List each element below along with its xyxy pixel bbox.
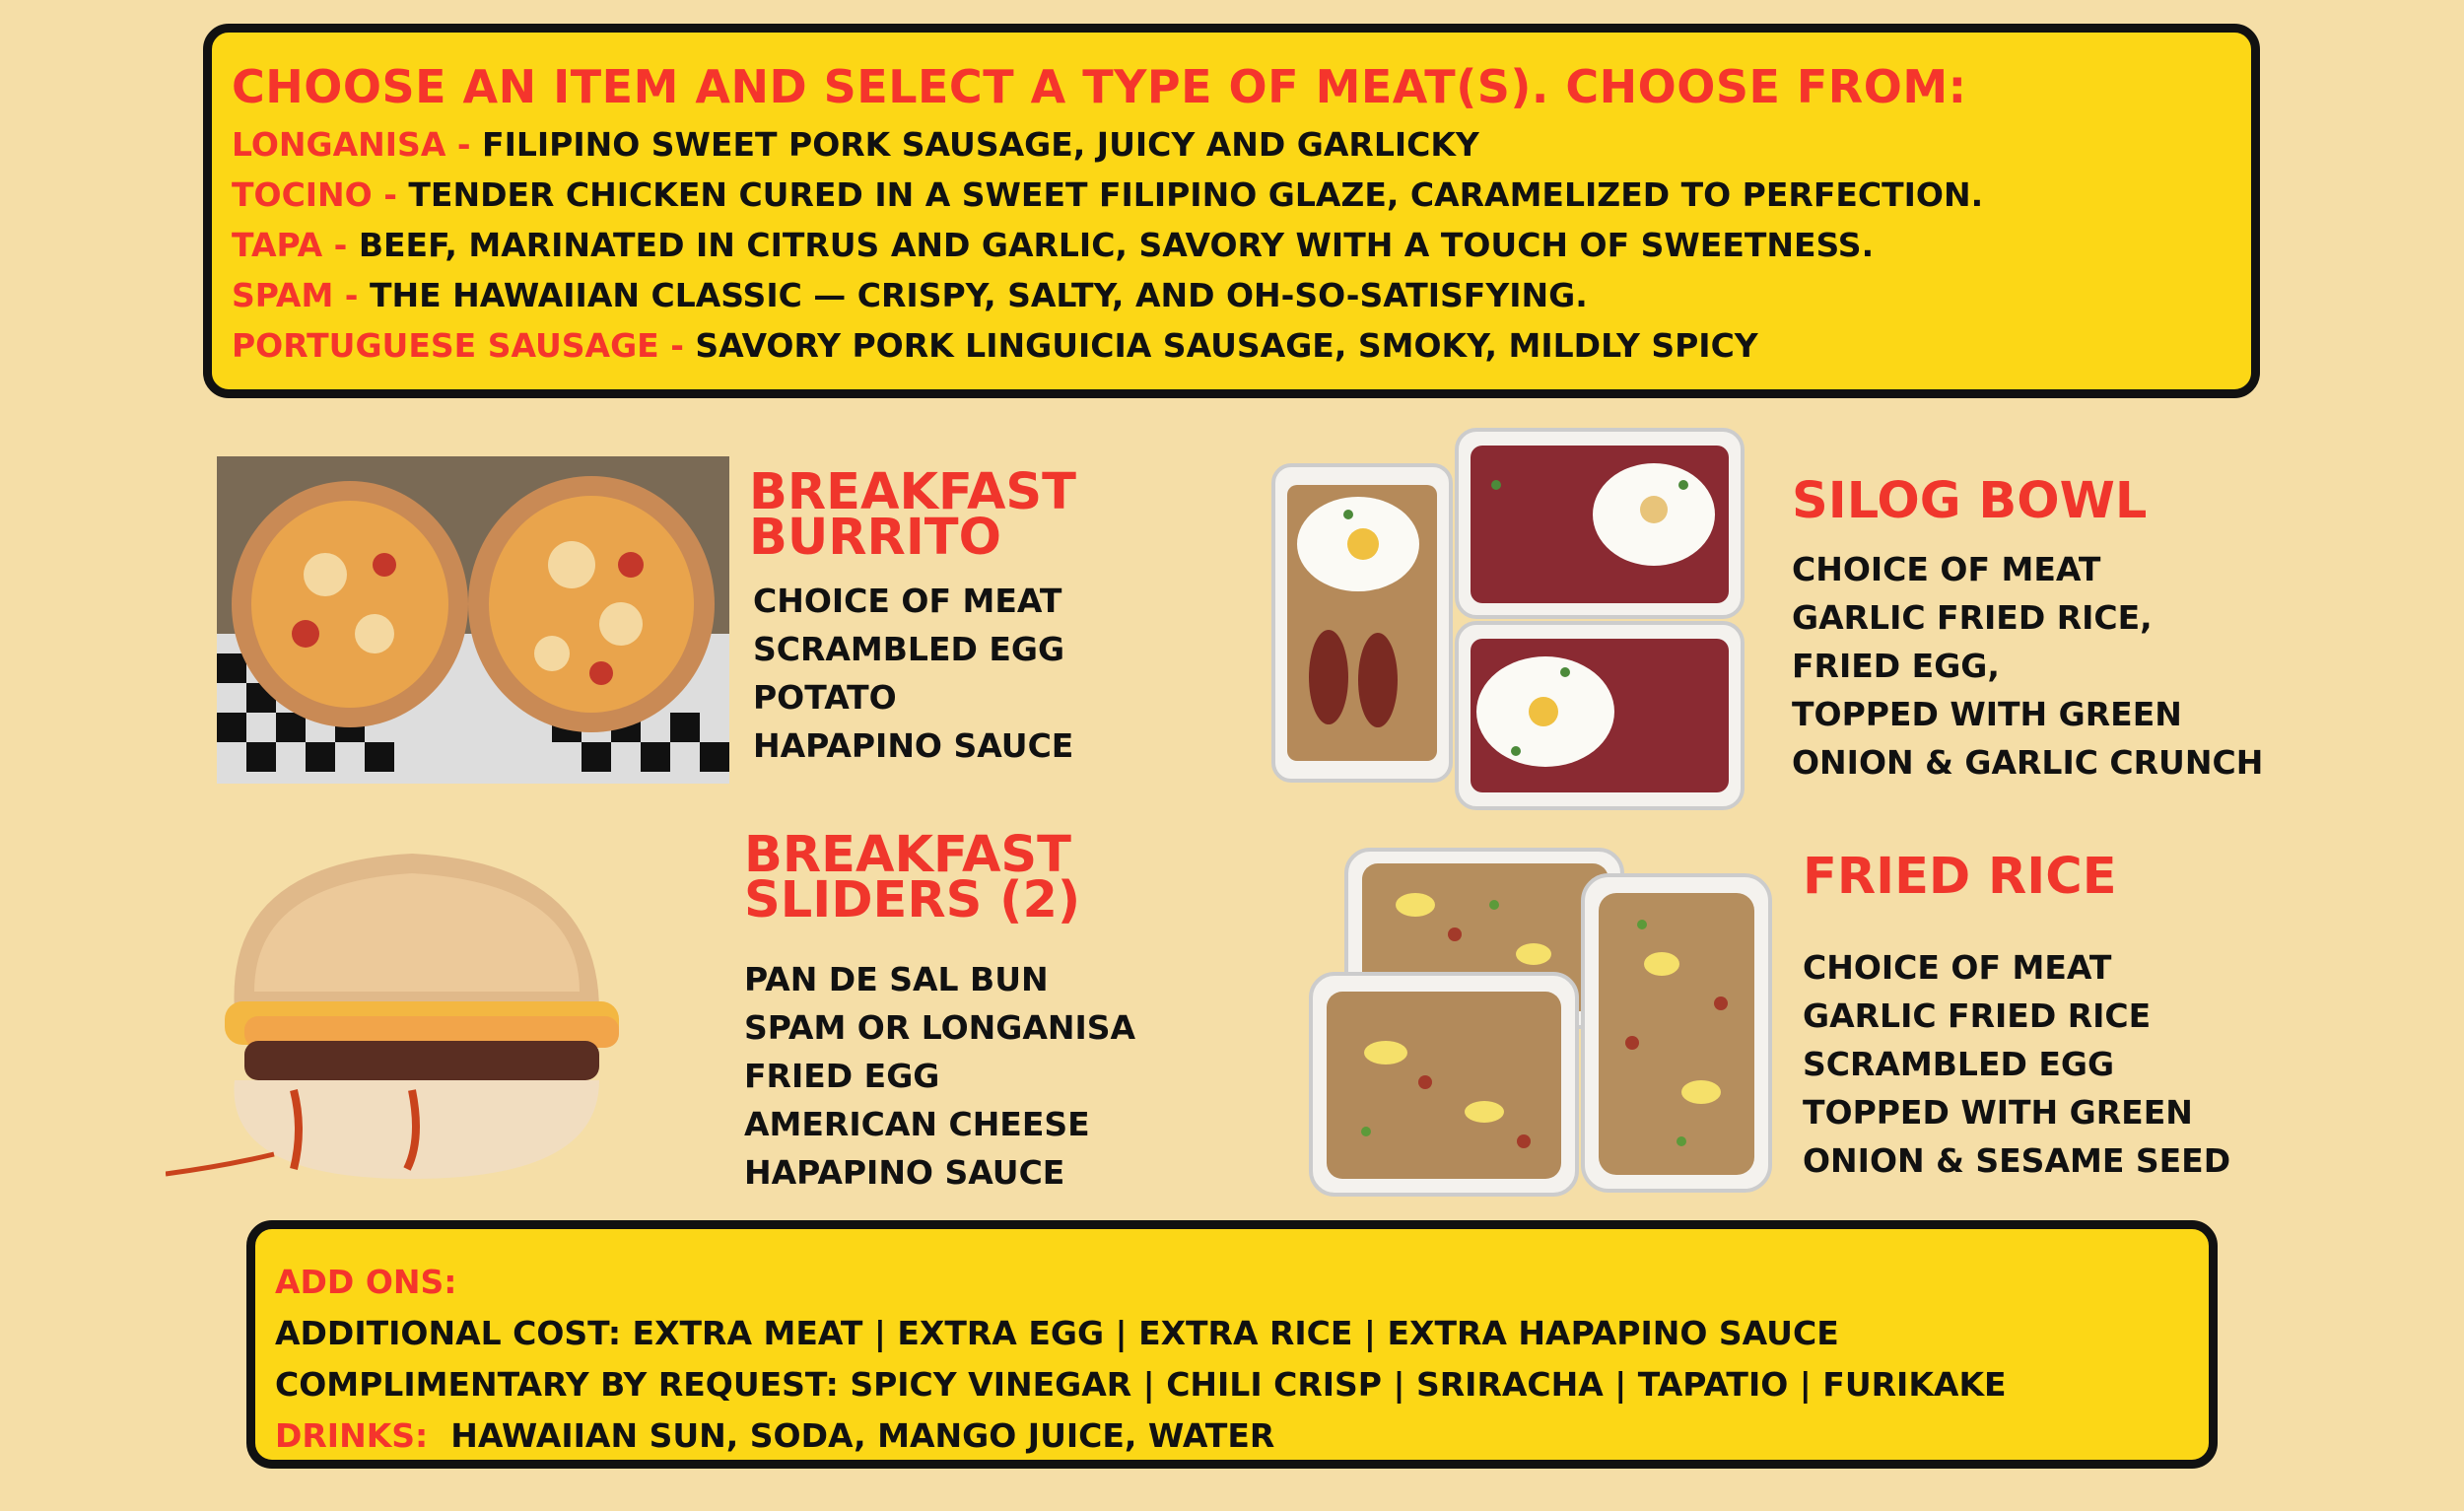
burrito-photo <box>217 456 729 784</box>
ingredient: CHOICE OF MEAT <box>1803 948 2112 987</box>
addons-complimentary: COMPLIMENTARY BY REQUEST: SPICY VINEGAR | CHILI CRISP | SRIRACHA | TAPATIO | FURIKAKE <box>275 1365 2007 1404</box>
meat-desc: SAVORY PORK LINGUICIA SAUSAGE, SMOKY, MILDLY SPICY <box>695 326 1758 365</box>
meat-option <box>232 119 2251 170</box>
addons-drinks <box>275 1410 2209 1462</box>
meat-option <box>232 170 2251 220</box>
silog-ingredients <box>1792 545 2263 787</box>
meat-desc: TENDER CHICKEN CURED IN A SWEET FILIPINO GLAZE, CARAMELIZED TO PERFECTION. <box>408 175 1984 214</box>
ingredient: PAN DE SAL BUN <box>744 960 1049 998</box>
ingredient: HAPAPINO SAUCE <box>753 726 1074 765</box>
silog-title: SILOG BOWL <box>1792 472 2148 530</box>
sliders-ingredients <box>744 955 1135 1197</box>
meat-name: SPAM - <box>232 276 370 314</box>
ingredient: FRIED EGG, <box>1792 647 2000 685</box>
sliders-title-line2: SLIDERS (2) <box>744 871 1081 929</box>
slider-photo <box>166 844 718 1187</box>
meat-name: TOCINO - <box>232 175 409 214</box>
ingredient: SCRAMBLED EGG <box>753 630 1065 668</box>
sliders-title <box>744 826 1081 929</box>
drinks-label: DRINKS: <box>275 1416 429 1455</box>
ingredient: AMERICAN CHEESE <box>744 1105 1090 1143</box>
addons-additional-cost: ADDITIONAL COST: EXTRA MEAT | EXTRA EGG | EXTRA RICE | EXTRA HAPAPINO SAUCE <box>275 1314 1839 1352</box>
silog-bowl-photo <box>1269 426 1746 812</box>
ingredient: GARLIC FRIED RICE <box>1803 996 2152 1035</box>
addons-header: ADD ONS: <box>275 1263 457 1301</box>
ingredient: CHOICE OF MEAT <box>1792 550 2101 588</box>
burrito-title-line1: BREAKFAST <box>749 463 1076 521</box>
meat-headline: CHOOSE AN ITEM AND SELECT A TYPE OF MEAT(S). CHOOSE FROM: <box>232 60 1967 113</box>
ingredient: HAPAPINO SAUCE <box>744 1153 1065 1192</box>
meat-name: LONGANISA - <box>232 125 483 164</box>
meat-desc: BEEF, MARINATED IN CITRUS AND GARLIC, SAVORY WITH A TOUCH OF SWEETNESS. <box>358 226 1875 264</box>
ingredient: TOPPED WITH GREEN <box>1803 1093 2193 1132</box>
meat-options-panel <box>203 24 2260 398</box>
ingredient: FRIED EGG <box>744 1057 940 1095</box>
fried-rice-title: FRIED RICE <box>1803 848 2117 906</box>
burrito-title-line2: BURRITO <box>749 509 1001 567</box>
fried-rice-photo <box>1307 846 1774 1199</box>
meat-name: PORTUGUESE SAUSAGE - <box>232 326 696 365</box>
fried-rice-ingredients <box>1803 943 2230 1185</box>
ingredient: SCRAMBLED EGG <box>1803 1045 2115 1083</box>
addons-panel <box>246 1220 2218 1469</box>
ingredient: SPAM OR LONGANISA <box>744 1008 1136 1047</box>
ingredient: POTATO <box>753 678 897 717</box>
ingredient: CHOICE OF MEAT <box>753 582 1062 620</box>
sliders-title-line1: BREAKFAST <box>744 826 1071 884</box>
burrito-ingredients <box>753 577 1073 770</box>
drinks-list: HAWAIIAN SUN, SODA, MANGO JUICE, WATER <box>428 1416 1275 1455</box>
ingredient: ONION & SESAME SEED <box>1803 1141 2231 1180</box>
meat-desc: THE HAWAIIAN CLASSIC — CRISPY, SALTY, AND OH-SO-SATISFYING. <box>369 276 1588 314</box>
meat-option <box>232 320 2251 371</box>
burrito-title <box>749 463 1076 567</box>
meat-name: TAPA - <box>232 226 359 264</box>
meat-option <box>232 220 2251 270</box>
meat-desc: FILIPINO SWEET PORK SAUSAGE, JUICY AND GARLICKY <box>482 125 1479 164</box>
ingredient: GARLIC FRIED RICE, <box>1792 598 2153 637</box>
ingredient: ONION & GARLIC CRUNCH <box>1792 743 2264 782</box>
meat-option <box>232 270 2251 320</box>
ingredient: TOPPED WITH GREEN <box>1792 695 2182 733</box>
